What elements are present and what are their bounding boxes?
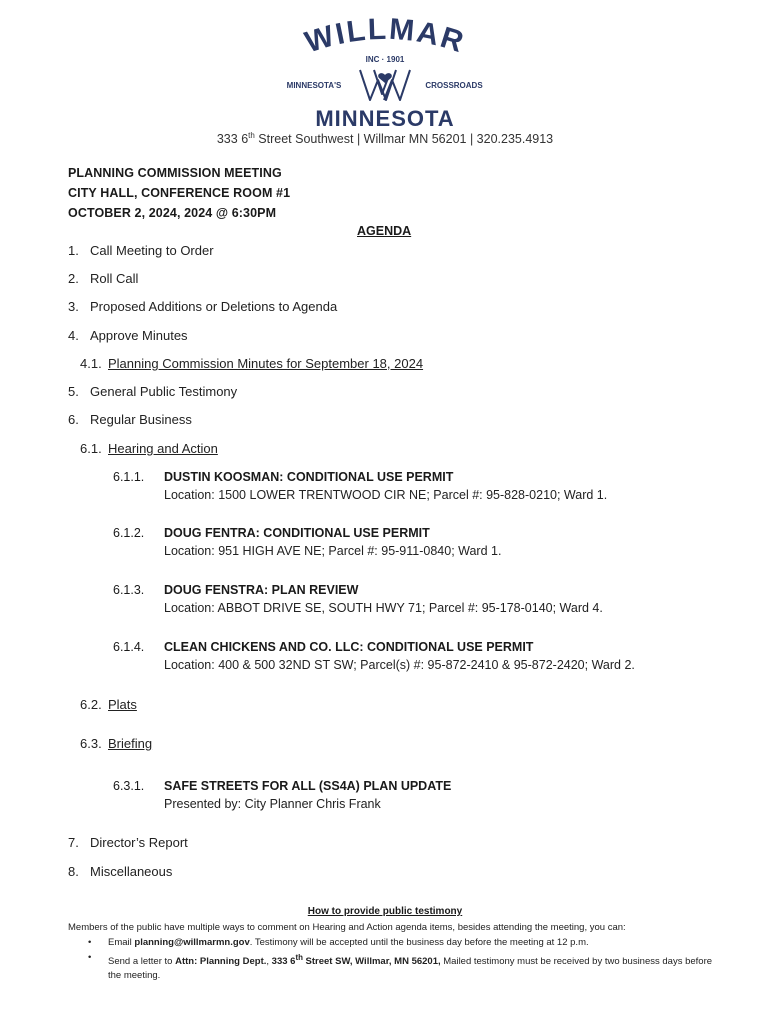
hearing-and-action-link[interactable]: Hearing and Action <box>108 441 218 456</box>
item-label: Miscellaneous <box>90 864 173 879</box>
hearing-location: Location: 400 & 500 32ND ST SW; Parcel(s) #: 95-872-2410 & 95-872-2420; Ward 2. <box>164 658 635 672</box>
item-label: Approve Minutes <box>90 328 188 343</box>
item-label: General Public Testimony <box>90 384 238 399</box>
agenda-item-8 <box>68 864 172 879</box>
email-link[interactable]: planning@willmarmn.gov <box>134 937 250 948</box>
agenda-item-1 <box>68 243 214 258</box>
meeting-title: PLANNING COMMISSION MEETING <box>68 166 282 180</box>
meeting-location: CITY HALL, CONFERENCE ROOM #1 <box>68 186 291 200</box>
hearing-item-6-1-3 <box>113 583 603 615</box>
testimony-letter-option <box>88 951 713 984</box>
letter-attn: Attn: Planning Dept. <box>175 955 267 967</box>
item-number: 7. <box>68 835 79 850</box>
email-suffix: . Testimony will be accepted until the business day before the meeting at 12 p.m. <box>249 937 589 948</box>
willmar-logo <box>270 18 500 130</box>
subitem-number: 6.3. <box>80 736 102 751</box>
hearing-title: DOUG FENTRA: CONDITIONAL USE PERMIT <box>164 526 430 540</box>
hearing-title: DOUG FENSTRA: PLAN REVIEW <box>164 583 359 597</box>
item-label: Proposed Additions or Deletions to Agenda <box>90 299 338 314</box>
hearing-item-6-1-2 <box>113 526 501 558</box>
hearing-number: 6.1.2. <box>113 526 145 540</box>
double-w-emblem-icon <box>360 70 410 100</box>
item-number: 6. <box>68 412 79 427</box>
item-number: 4. <box>68 328 79 343</box>
hearing-title: DUSTIN KOOSMAN: CONDITIONAL USE PERMIT <box>164 470 454 484</box>
agenda-subitem-6-3 <box>80 736 152 751</box>
email-prefix: Email <box>108 937 135 948</box>
item-number: 2. <box>68 271 79 286</box>
letter-address-b: Street SW, Willmar, MN 56201, <box>302 955 441 967</box>
briefing-link[interactable]: Briefing <box>108 736 153 751</box>
agenda-subitem-6-2 <box>80 697 137 712</box>
letter-address-a: 333 6 <box>271 955 296 967</box>
agenda-item-4 <box>68 328 188 343</box>
item-label: Call Meeting to Order <box>90 243 214 258</box>
hearing-location: Location: 1500 LOWER TRENTWOOD CIR NE; Parcel #: 95-828-0210; Ward 1. <box>164 488 608 502</box>
letter-suffix: Mailed testimony must be received by two business days before the meeting. <box>108 955 713 982</box>
briefing-presenter: Presented by: City Planner Chris Frank <box>164 797 381 811</box>
item-number: 1. <box>68 243 79 258</box>
item-number: 8. <box>68 864 79 879</box>
letter-address-sup: th <box>295 952 303 962</box>
item-label: Regular Business <box>90 412 192 427</box>
agenda-item-5 <box>68 384 237 399</box>
subitem-number: 4.1. <box>80 356 102 371</box>
testimony-title: How to provide public testimony <box>307 906 463 917</box>
hearing-title: CLEAN CHICKENS AND CO. LLC: CONDITIONAL USE PERMIT <box>164 640 534 654</box>
hearing-number: 6.1.4. <box>113 640 145 654</box>
agenda-item-2 <box>68 271 138 286</box>
item-label: Roll Call <box>90 271 139 286</box>
subitem-number: 6.2. <box>80 697 102 712</box>
letter-sep: , <box>266 955 272 967</box>
minutes-link[interactable]: Planning Commission Minutes for September 18, 2024 <box>108 356 424 371</box>
logo-left-text: MINNESOTA'S <box>286 81 342 90</box>
item-number: 5. <box>68 384 79 399</box>
hearing-number: 6.1.1. <box>113 470 145 484</box>
address-suffix: th <box>248 131 255 140</box>
address-rest: Street Southwest | Willmar MN 56201 | 320.235.4913 <box>254 132 554 147</box>
logo-wordmark <box>301 18 469 60</box>
logo-right-text: CROSSROADS <box>425 81 483 90</box>
item-label: Director’s Report <box>90 835 188 850</box>
testimony-email-option <box>88 936 713 951</box>
meeting-date: OCTOBER 2, 2024, 2024 @ 6:30PM <box>68 206 277 220</box>
testimony-intro: Members of the public have multiple ways to comment on Hearing and Action agenda items, besides attending the meeting, you can: <box>68 922 626 933</box>
agenda-item-7 <box>68 835 188 850</box>
hearing-number: 6.1.3. <box>113 583 145 597</box>
bullet-icon: • <box>88 951 92 963</box>
agenda-item-3 <box>68 299 337 314</box>
willmar-logo-graphic <box>270 18 500 130</box>
agenda-item-6 <box>68 412 192 427</box>
agenda-subitem-6-1 <box>80 441 218 456</box>
hearing-item-6-1-1 <box>113 470 607 502</box>
subitem-number: 6.1. <box>80 441 102 456</box>
briefing-number: 6.3.1. <box>113 779 145 793</box>
briefing-item-6-3-1 <box>113 779 451 811</box>
agenda-subitem-4-1 <box>80 356 423 371</box>
testimony-options-list <box>88 936 713 984</box>
hearing-location: Location: ABBOT DRIVE SE, SOUTH HWY 71; Parcel #: 95-178-0140; Ward 4. <box>164 601 603 615</box>
hearing-item-6-1-4 <box>113 640 635 672</box>
item-number: 3. <box>68 299 79 314</box>
logo-incorporated: INC · 1901 <box>365 55 405 64</box>
bullet-icon: • <box>88 937 92 948</box>
letter-prefix: Send a letter to <box>108 955 176 967</box>
address-number: 333 6 <box>216 132 249 147</box>
briefing-title: SAFE STREETS FOR ALL (SS4A) PLAN UPDATE <box>164 779 452 793</box>
plats-link[interactable]: Plats <box>108 697 137 712</box>
logo-wordmark-path: WILLMAR <box>301 18 470 60</box>
agenda-title: AGENDA <box>357 224 412 238</box>
address-line <box>0 131 770 146</box>
logo-state: MINNESOTA <box>315 106 455 130</box>
hearing-location: Location: 951 HIGH AVE NE; Parcel #: 95-911-0840; Ward 1. <box>164 544 502 558</box>
letter-address <box>271 952 441 967</box>
